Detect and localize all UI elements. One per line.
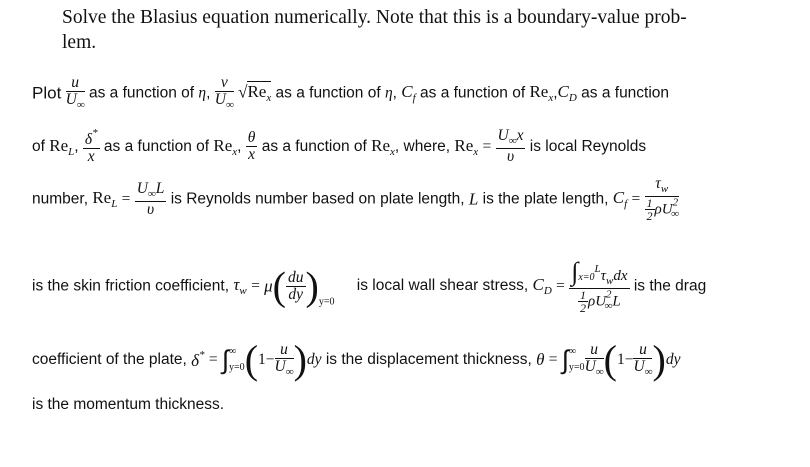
frac-cf-definition: $\tau_w$ $\frac{1}{2}$ $\rho U^2_\infty$	[646, 175, 679, 224]
frac-u-Uinf-mom: $\frac{u}{U_\infty}$	[584, 340, 604, 378]
frac-v-over-Uinf: $\frac{v}{U_\infty}$	[214, 74, 234, 112]
line-3: number, $Re_L$ = $\frac{U_\infty L}{\upsilon}$ is Reynolds number based on plate length, L is the plate length, $C_f$ = $\tau_w$ $\frac{1}{2}$ $\rho U^2_\infty$	[32, 175, 679, 224]
frac-Ux-over-nu: $\frac{U_\infty x}{\upsilon}$	[497, 127, 524, 165]
frac-u-Uinf-mom-2: $\frac{u}{U_\infty}$	[633, 340, 653, 378]
frac-u-over-Uinf: $\frac{u}{U_\infty}$	[65, 74, 85, 112]
plot-line: Plot $\frac{u}{U_\infty}$ as a function of η, $\frac{v}{U_\infty}$ $√Re_x$ as a function of η, $C_f$ as a function of $Re_x,C_D$ as a function	[32, 74, 670, 112]
frac-theta-over-x: $\frac{\theta}{x}$	[247, 129, 256, 164]
intro-line-2: lem.	[62, 32, 97, 53]
frac-du-dy: $\frac{du}{dy}$	[288, 268, 304, 303]
frac-cd-definition: $\int x=0^L\tau_wdx$ $\frac{1}{2}$ $\rho U^2_\infty L$	[571, 257, 628, 316]
sqrt-re-x: $√Re_x$	[238, 82, 272, 105]
line-5: coefficient of the plate, δ* = ∫ ∞ y=0 (1− $\frac{u}{U_\infty}$ )dy is the displacement thickness, θ = ∫ ∞ y=0 $\frac{u}{U_\infty}$ (1− $\frac{u}{U_\infty}$ )dy	[32, 337, 681, 382]
frac-UL-over-nu: $\frac{U_\infty L}{\upsilon}$	[136, 179, 165, 218]
line-4: is the skin friction coefficient, $\tau_w = \mu$( $\frac{du}{dy}$ )$_{y=0}$ is local wall shear stress, $C_D$ = $\int x=0^L\tau_wdx$ $\frac{1}{2}$ $\rho U^2_\infty L$ is the drag	[32, 257, 707, 316]
plot-word: Plot	[32, 83, 62, 103]
intro-line-1: Solve the Blasius equation numerically. Note that this is a boundary-value prob-	[62, 7, 687, 28]
line-2: of $Re_L$, $\frac{\delta^*}{x}$ as a function of $Re_x$, $\frac{\theta}{x}$ as a function of $Re_x$, where, $Re_x$ = $\frac{U_\infty x}{\upsilon}$ is local Reynolds	[32, 127, 647, 166]
cf-symbol: $C_f$	[401, 82, 416, 105]
frac-u-Uinf-disp: $\frac{u}{U_\infty}$	[274, 340, 294, 378]
frac-delta-over-x: $\frac{\delta^*}{x}$	[84, 127, 98, 166]
momentum-line: is the momentum thickness.	[32, 396, 225, 413]
